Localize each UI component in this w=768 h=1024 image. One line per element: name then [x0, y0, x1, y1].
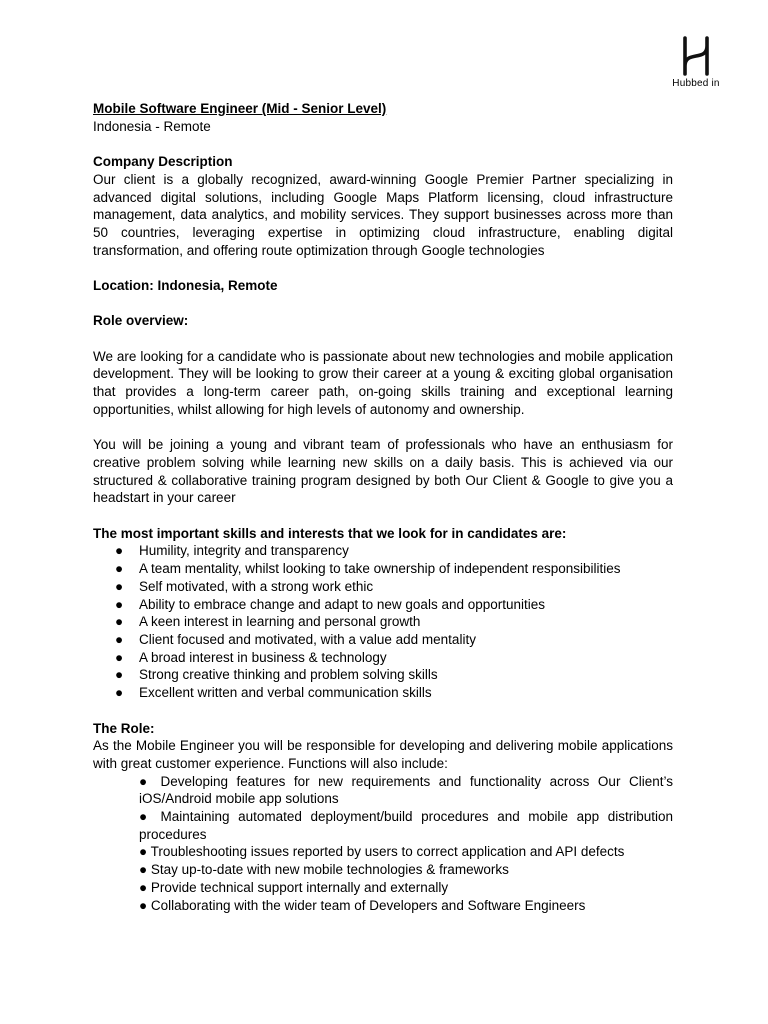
- job-title: Mobile Software Engineer (Mid - Senior Level): [93, 101, 387, 116]
- company-heading: Company Description: [93, 154, 233, 170]
- list-item: ● A keen interest in learning and personal growth: [115, 614, 421, 630]
- location-line: Location: Indonesia, Remote: [93, 278, 278, 293]
- bullet-icon: ●: [115, 667, 124, 683]
- bullet-icon: ●: [115, 561, 124, 577]
- bullet-icon: ●: [115, 649, 124, 665]
- role-overview-paragraph-1: We are looking for a candidate who is passionate about new technologies and mobile application development. They will be looking to grow their career at a young & exciting global organisation that provides a long-term career path, on-going skills training and exceptional learning opportunities, whilst allowing for high levels of autonomy and ownership.: [93, 348, 673, 417]
- skills-list: [93, 542, 673, 701]
- bullet-icon: ●: [115, 685, 124, 701]
- hubbed-in-logo-icon: [679, 36, 713, 76]
- job-location-subtitle: Indonesia - Remote: [93, 118, 211, 134]
- list-item: ● Provide technical support internally and externally: [139, 879, 449, 895]
- skills-heading: The most important skills and interests that we look for in candidates are:: [93, 525, 567, 541]
- bullet-icon: ●: [115, 596, 124, 612]
- list-item: ● Excellent written and verbal communication skills: [115, 685, 432, 701]
- job-description: [93, 100, 673, 914]
- logo-text: Hubbed in: [672, 78, 720, 89]
- list-item: ● A broad interest in business & technology: [115, 649, 387, 665]
- list-item: ● Collaborating with the wider team of Developers and Software Engineers: [139, 897, 586, 913]
- list-item: ● Troubleshooting issues reported by users to correct application and API defects: [139, 844, 625, 860]
- the-role-intro: As the Mobile Engineer you will be responsible for developing and delivering mobile applications with great customer experience. Functions will also include:: [93, 738, 673, 771]
- the-role-heading: The Role:: [93, 720, 155, 736]
- role-functions-list: [93, 773, 673, 915]
- list-item: ● Strong creative thinking and problem solving skills: [115, 667, 438, 683]
- role-overview-paragraph-2: You will be joining a young and vibrant team of professionals who have an enthusiasm for creative problem solving while learning new skills on a daily basis. This is achieved via our structured & collaborative training program designed by both Our Client & Google to give you a headstart in your career: [93, 437, 673, 506]
- list-item: ● A team mentality, whilst looking to take ownership of independent responsibilities: [115, 561, 621, 577]
- list-item: ● Maintaining automated deployment/build procedures and mobile app distribution procedures: [139, 809, 673, 842]
- bullet-icon: ●: [115, 632, 124, 647]
- company-description: Our client is a globally recognized, award-winning Google Premier Partner specializing in advanced digital solutions, including Google Maps Platform licensing, cloud infrastructure management, data analytics, and mobility services. They support businesses across more than 50 countries, leveraging expertise in optimizing cloud infrastructure, enabling digital transformation, and offering route optimization through Google technologies: [93, 171, 673, 258]
- list-item: ● Developing features for new requirements and functionality across Our Client’s iOS/Android mobile app solutions: [139, 773, 673, 807]
- list-item: ● Client focused and motivated, with a value add mentality: [115, 632, 476, 647]
- bullet-icon: ●: [115, 543, 124, 559]
- list-item: ● Self motivated, with a strong work ethic: [115, 578, 374, 594]
- list-item: ● Ability to embrace change and adapt to new goals and opportunities: [115, 596, 546, 612]
- bullet-icon: ●: [115, 578, 124, 594]
- list-item: ● Humility, integrity and transparency: [115, 543, 349, 559]
- company-logo: [666, 36, 726, 90]
- role-overview-heading: Role overview:: [93, 313, 189, 329]
- list-item: ● Stay up-to-date with new mobile technologies & frameworks: [139, 862, 509, 878]
- bullet-icon: ●: [115, 614, 124, 630]
